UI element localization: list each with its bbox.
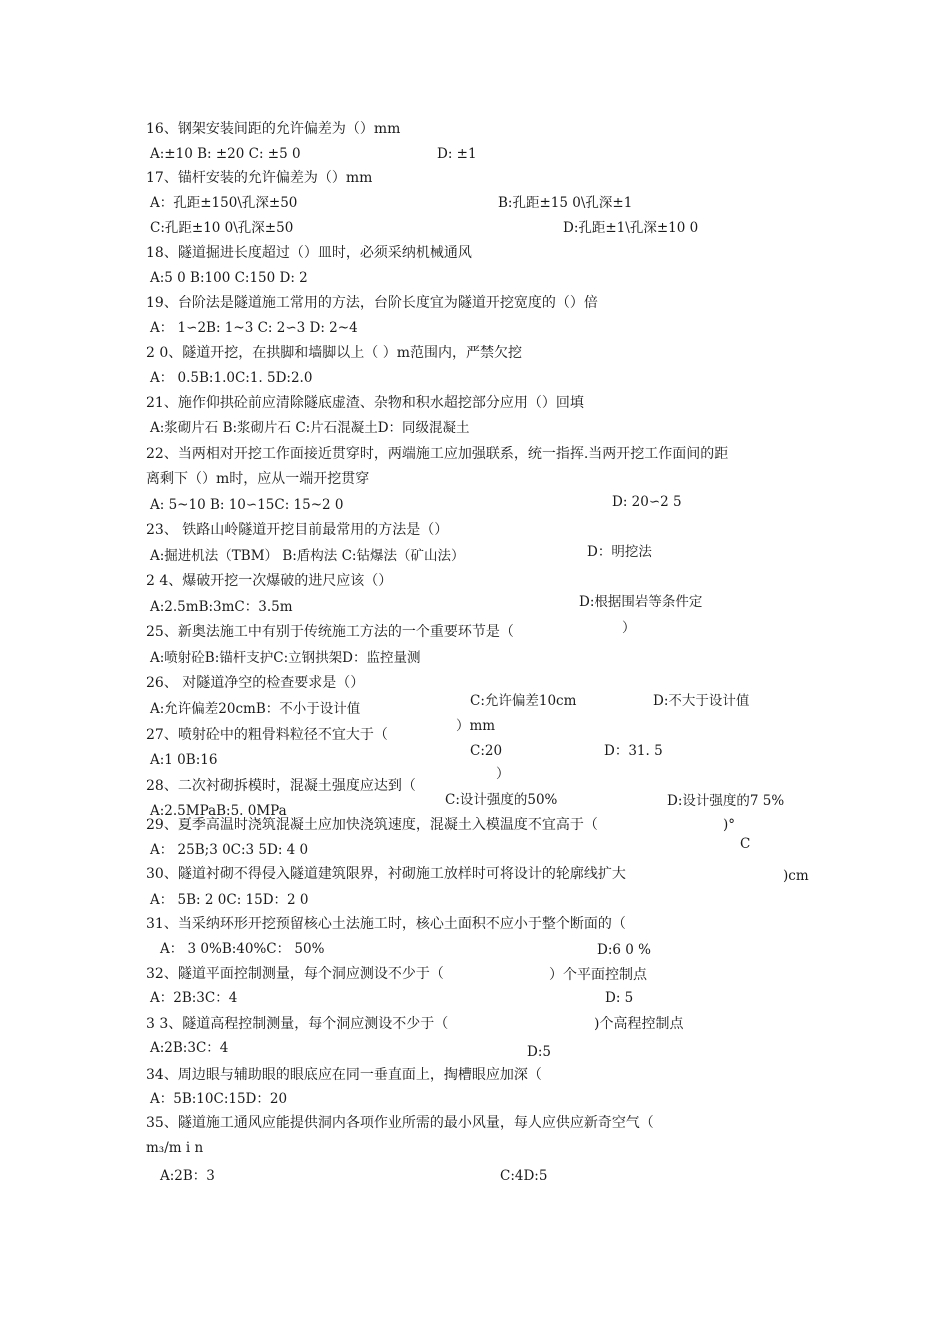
question-27-unit: ）mm bbox=[456, 718, 496, 734]
options-17-d: D:孔距±1\孔深±10 0 bbox=[563, 220, 699, 236]
options-30: A： 5B: 2 0C: 15D：2 0 bbox=[150, 892, 309, 908]
options-16-d: D: ±1 bbox=[437, 146, 477, 162]
options-32-d: D: 5 bbox=[605, 990, 634, 1006]
options-26-c: C:允许偏差10cm bbox=[470, 693, 577, 709]
question-28: 28、二次衬砌拆模时，混凝土强度应达到（ bbox=[146, 778, 416, 794]
options-17-b: B:孔距±15 0\孔深±1 bbox=[498, 195, 633, 211]
options-33-abc: A:2B:3C：4 bbox=[150, 1040, 229, 1056]
options-32-abc: A：2B:3C：4 bbox=[150, 990, 238, 1006]
options-17-a: A：孔距±150\孔深±50 bbox=[150, 195, 298, 211]
question-32-suffix: ）个平面控制点 bbox=[549, 967, 647, 983]
options-26-ab: A:允许偏差20cmB：不小于设计值 bbox=[150, 701, 361, 717]
question-33-suffix: )个高程控制点 bbox=[594, 1016, 684, 1032]
options-23-abc: A:掘进机法（TBM） B:盾构法 C:钻爆法（矿山法） bbox=[150, 548, 465, 564]
options-19: A： 1∽2B: 1~3 C: 2∽3 D: 2~4 bbox=[150, 320, 358, 336]
question-30: 30、隧道衬砌不得侵入隧道建筑限界，衬砌施工放样时可将设计的轮廓线扩大 bbox=[146, 866, 626, 882]
question-18: 18、隧道掘进长度超过（）皿时，必须采纳机械通风 bbox=[146, 245, 472, 261]
question-20: 2 0、隧道开挖，在拱脚和墙脚以上（ ）m范围内，严禁欠挖 bbox=[146, 345, 522, 361]
question-25: 25、新奥法施工中有别于传统施工方法的一个重要环节是（ bbox=[146, 624, 514, 640]
question-22-line2: 离剩下（）m时，应从一端开挖贯穿 bbox=[146, 471, 370, 487]
options-34: A：5B:10C:15D：20 bbox=[150, 1091, 288, 1107]
question-29-unit-c: C bbox=[740, 836, 751, 852]
options-17-c: C:孔距±10 0\孔深±50 bbox=[150, 220, 294, 236]
options-22-d: D: 20∽2 5 bbox=[612, 494, 682, 510]
question-35: 35、隧道施工通风应能提供洞内各项作业所需的最小风量，每人应供应新奇空气（ bbox=[146, 1115, 654, 1131]
question-33: 3 3、隧道高程控制测量，每个洞应测设不少于（ bbox=[146, 1016, 449, 1032]
options-22-abc: A: 5~10 B: 10∽15C: 15~2 0 bbox=[150, 497, 344, 513]
question-21: 21、施作仰拱砼前应清除隧底虚渣、杂物和积水超挖部分应用（）回填 bbox=[146, 395, 584, 411]
question-31: 31、当采纳环形开挖预留核心土法施工时，核心土面积不应小于整个断面的（ bbox=[146, 916, 626, 932]
options-24-d: D:根据围岩等条件定 bbox=[579, 594, 703, 610]
question-22-line1: 22、当两相对开挖工作面接近贯穿时，两端施工应加强联系，统一指挥.当两开挖工作面间的距 bbox=[146, 446, 729, 462]
options-33-d: D:5 bbox=[527, 1044, 551, 1060]
question-23: 23、 铁路山岭隧道开挖目前最常用的方法是（） bbox=[146, 522, 449, 538]
question-17: 17、锚杆安装的允许偏差为（）mm bbox=[146, 170, 373, 186]
question-19: 19、台阶法是隧道施工常用的方法，台阶长度宜为隧道开挖宽度的（）倍 bbox=[146, 295, 598, 311]
question-29-unit: )° bbox=[723, 817, 736, 833]
options-26-d: D:不大于设计值 bbox=[653, 693, 750, 709]
options-27-c: C:20 bbox=[470, 743, 503, 759]
question-16: 16、钢架安装间距的允许偏差为（）mm bbox=[146, 121, 401, 137]
question-26: 26、 对隧道净空的检查要求是（） bbox=[146, 675, 365, 691]
question-28-close: ） bbox=[496, 766, 510, 782]
options-16-abc: A:±10 B: ±20 C: ±5 0 bbox=[150, 146, 301, 162]
options-29: A： 25B;3 0C:3 5D: 4 0 bbox=[150, 842, 309, 858]
options-25: A:喷射砼B:锚杆支护C:立钢拱架D：监控量测 bbox=[150, 650, 421, 666]
options-23-d: D：明挖法 bbox=[587, 544, 652, 560]
options-35-cd: C:4D:5 bbox=[500, 1168, 548, 1184]
question-30-unit: )cm bbox=[783, 868, 809, 884]
options-31-d: D:6 0 % bbox=[597, 942, 651, 958]
question-32: 32、隧道平面控制测量，每个洞应测设不少于（ bbox=[146, 966, 444, 982]
options-20: A： 0.5B:1.0C:1. 5D:2.0 bbox=[150, 370, 313, 386]
options-21: A:浆砌片石 B:浆砌片石 C:片石混凝土D：同级混凝土 bbox=[150, 420, 470, 436]
question-35-unit: m₃/m i n bbox=[146, 1140, 204, 1156]
options-28-c: C:设计强度的50% bbox=[445, 792, 558, 808]
options-18: A:5 0 B:100 C:150 D: 2 bbox=[150, 270, 308, 286]
question-34: 34、周边眼与辅助眼的眼底应在同一垂直面上，掏槽眼应加深（ bbox=[146, 1067, 542, 1083]
options-28-ab: A:2.5MPaB:5. 0MPa bbox=[150, 803, 287, 819]
options-24-abc: A:2.5mB:3mC：3.5m bbox=[150, 599, 293, 615]
question-27: 27、喷射砼中的粗骨料粒径不宜大于（ bbox=[146, 727, 388, 743]
options-27-ab: A:1 0B:16 bbox=[150, 752, 218, 768]
question-25-close: ） bbox=[622, 620, 636, 636]
options-35-ab: A:2B：3 bbox=[160, 1168, 215, 1184]
options-31-abc: A： 3 0%B:40%C： 50% bbox=[160, 941, 325, 957]
question-29: 29、夏季高温时浇筑混凝土应加快浇筑速度，混凝土入模温度不宜高于（ bbox=[146, 817, 598, 833]
options-27-d: D：31. 5 bbox=[604, 743, 663, 759]
options-28-d: D:设计强度的7 5% bbox=[667, 793, 785, 809]
question-24: 2 4、爆破开挖一次爆破的进尺应该（） bbox=[146, 573, 393, 589]
